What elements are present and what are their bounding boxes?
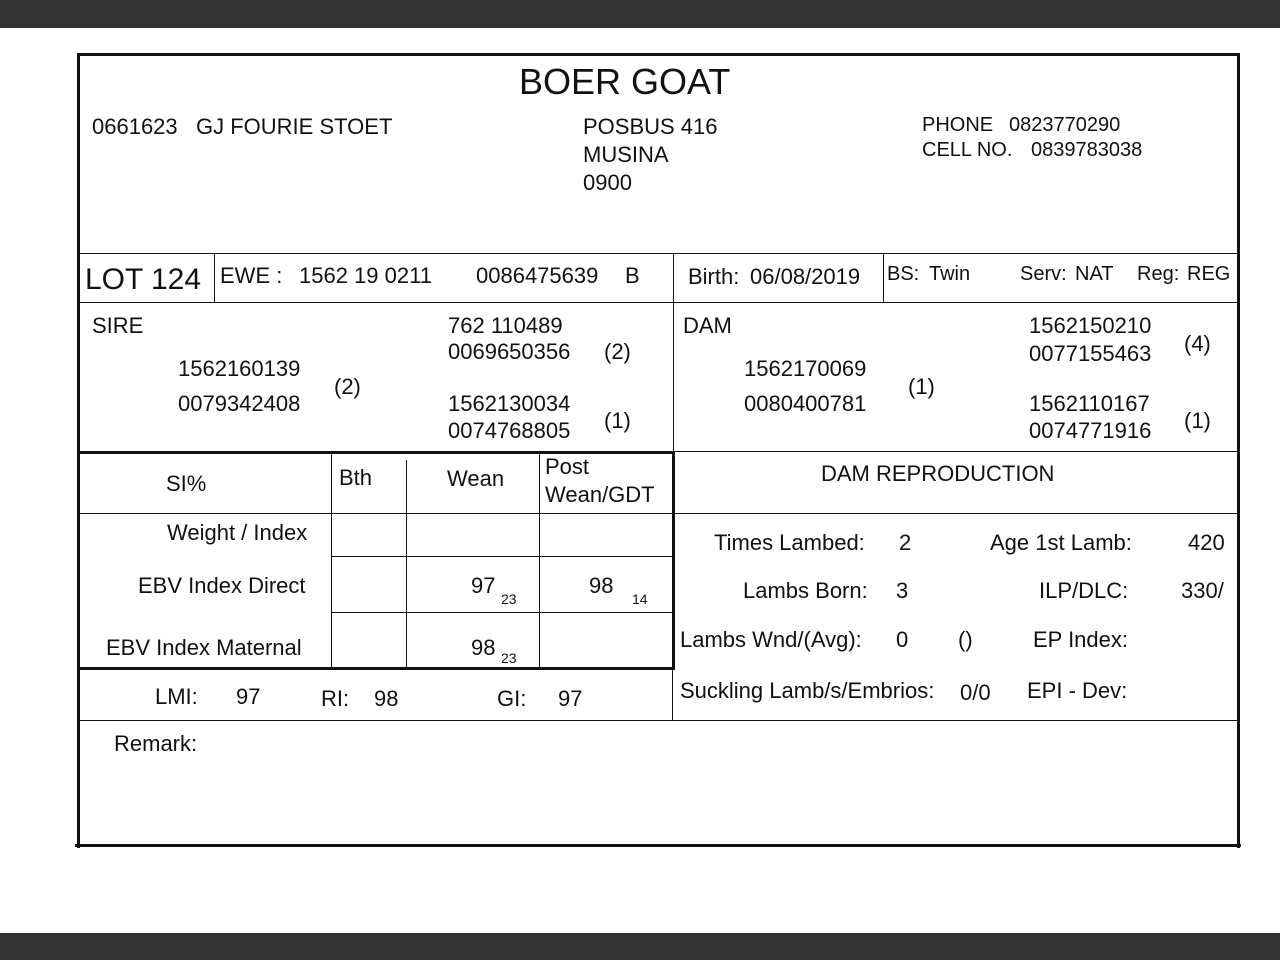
address-line-1: POSBUS 416 — [583, 114, 718, 139]
ilp-dlc-value: 330/ — [1181, 578, 1224, 603]
si-table-right — [672, 451, 675, 670]
phone-number: 0823770290 — [1009, 114, 1121, 136]
ewe-divider — [673, 253, 674, 303]
row-label-ebv-maternal: EBV Index Maternal — [106, 635, 302, 660]
col-header-bth: Bth — [339, 465, 373, 490]
bs-label: BS: — [887, 263, 920, 285]
dam-sire-registration: 1562150210 — [1029, 313, 1152, 338]
sire-sire-count: (2) — [604, 339, 631, 364]
breeder-id: 0661623 — [92, 114, 178, 139]
ri-label: RI: — [321, 686, 350, 711]
dam-registration: 1562170069 — [744, 356, 867, 381]
sire-count: (2) — [334, 374, 361, 399]
dam-count: (1) — [908, 374, 935, 399]
ebv-direct-post-accuracy: 14 — [632, 591, 648, 607]
page-title: BOER GOAT — [519, 61, 731, 102]
si-col-line-1 — [331, 454, 332, 668]
ebv-direct-wean-accuracy: 23 — [501, 591, 517, 607]
si-col-line-3 — [539, 454, 540, 668]
phone-label: PHONE — [922, 114, 994, 136]
lmi-label: LMI: — [155, 684, 198, 709]
frame-top — [78, 53, 1240, 56]
reg-value: REG — [1187, 263, 1231, 285]
lot-row-top-line — [79, 253, 1239, 254]
sire-label: SIRE — [92, 313, 144, 338]
birth-date: 06/08/2019 — [750, 264, 861, 289]
remark-top-line — [79, 720, 1238, 721]
lot-divider — [214, 253, 215, 303]
dam-sire-count: (4) — [1184, 331, 1211, 356]
row-label-weight-index: Weight / Index — [167, 520, 308, 545]
dam-dam-id: 0074771916 — [1029, 418, 1152, 443]
si-row-line-2 — [331, 556, 672, 557]
dam-dam-registration: 1562110167 — [1029, 391, 1150, 416]
suckling-value: 0/0 — [960, 680, 991, 705]
breeder-name: GJ FOURIE STOET — [196, 114, 393, 139]
sire-dam-count: (1) — [604, 408, 631, 433]
birth-label: Birth: — [688, 264, 740, 289]
dam-repro-top-line — [675, 451, 1238, 452]
sire-id: 0079342408 — [178, 391, 301, 416]
bs-value: Twin — [929, 263, 971, 285]
dam-dam-count: (1) — [1184, 408, 1211, 433]
address-line-2: MUSINA — [583, 142, 669, 167]
frame-bottom — [75, 844, 1241, 847]
pedigree-divider — [673, 303, 674, 452]
si-table-bottom — [79, 667, 675, 670]
address-line-3: 0900 — [583, 170, 632, 195]
epi-dev-label: EPI - Dev: — [1027, 678, 1128, 703]
times-lambed-value: 2 — [899, 530, 912, 555]
dam-sire-id: 0077155463 — [1029, 341, 1152, 366]
sire-sire-id: 0069650356 — [448, 339, 571, 364]
ewe-grade: B — [625, 263, 640, 288]
lot-label: LOT — [85, 263, 144, 296]
gi-label: GI: — [497, 686, 527, 711]
lambs-weaned-label: Lambs Wnd/(Avg): — [680, 627, 862, 652]
age-first-lamb-label: Age 1st Lamb: — [990, 530, 1132, 555]
serv-label: Serv: — [1020, 263, 1067, 285]
col-header-post-line2: Wean/GDT — [545, 482, 655, 507]
sire-registration: 1562160139 — [178, 356, 301, 381]
lambs-born-label: Lambs Born: — [743, 578, 868, 603]
dam-reproduction-title: DAM REPRODUCTION — [821, 461, 1055, 486]
si-col-line-2 — [406, 460, 407, 668]
cell-label: CELL NO. — [922, 139, 1013, 161]
suckling-label: Suckling Lamb/s/Embrios: — [680, 678, 935, 703]
sire-sire-registration: 762 110489 — [448, 313, 563, 338]
ilp-dlc-label: ILP/DLC: — [1039, 578, 1129, 603]
ep-index-label: EP Index: — [1033, 627, 1128, 652]
indices-divider — [672, 670, 673, 720]
reg-label: Reg: — [1137, 263, 1180, 285]
serv-value: NAT — [1075, 263, 1114, 285]
lambs-born-value: 3 — [896, 578, 909, 603]
lambs-weaned-value: 0 — [896, 627, 909, 652]
dam-label: DAM — [683, 313, 732, 338]
si-row-line-1 — [79, 513, 1238, 514]
ewe-id: 0086475639 — [476, 263, 599, 288]
lmi-value: 97 — [236, 684, 261, 709]
ri-value: 98 — [374, 686, 399, 711]
dam-id: 0080400781 — [744, 391, 867, 416]
col-header-wean: Wean — [447, 466, 505, 491]
ebv-direct-wean-value: 97 — [471, 573, 496, 598]
gi-value: 97 — [558, 686, 583, 711]
lot-number: 124 — [151, 263, 202, 296]
lot-row-bottom-line — [79, 302, 1239, 303]
ebv-maternal-wean-value: 98 — [471, 635, 496, 660]
sire-dam-id: 0074768805 — [448, 418, 571, 443]
ebv-direct-post-value: 98 — [589, 573, 614, 598]
si-corner-header: SI% — [166, 471, 207, 496]
si-row-line-3 — [331, 612, 672, 613]
ewe-label: EWE : — [220, 263, 283, 288]
ewe-registration: 1562 19 0211 — [299, 263, 432, 288]
times-lambed-label: Times Lambed: — [714, 530, 865, 555]
ebv-maternal-wean-accuracy: 23 — [501, 650, 517, 666]
birth-divider — [883, 253, 884, 303]
lambs-weaned-avg: () — [958, 627, 973, 652]
row-label-ebv-direct: EBV Index Direct — [138, 573, 306, 598]
sire-dam-registration: 1562130034 — [448, 391, 571, 416]
remark-label: Remark: — [114, 731, 198, 756]
col-header-post-line1: Post — [545, 454, 590, 479]
cell-number: 0839783038 — [1031, 139, 1143, 161]
age-first-lamb-value: 420 — [1188, 530, 1225, 555]
